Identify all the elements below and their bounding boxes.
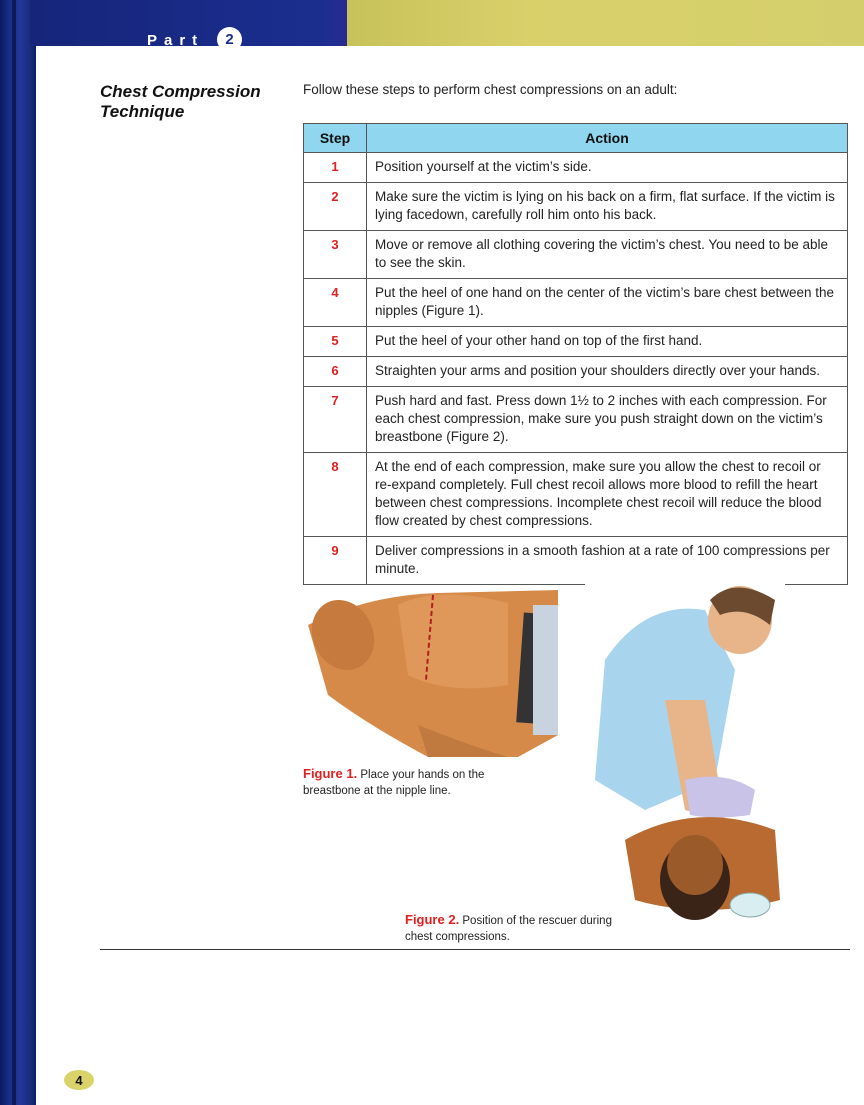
step-action: At the end of each compression, make sure you allow the chest to recoil or re-expand completely. Full chest recoil allows more blood to refill the heart between chest compressions. Incomplete chest recoil will reduce the blood flow created by chest compressions. xyxy=(367,453,848,537)
table-row xyxy=(304,453,848,537)
figure-1-label: Figure 1. xyxy=(303,766,358,781)
step-number: 1 xyxy=(304,153,367,183)
intro-text: Follow these steps to perform chest compressions on an adult: xyxy=(303,82,678,97)
step-action: Move or remove all clothing covering the victim’s chest. You need to be able to see the skin. xyxy=(367,231,848,279)
figure-1-text: Place your hands on the breastbone at the nipple line. xyxy=(303,769,485,797)
table-row xyxy=(304,537,848,585)
table-row xyxy=(304,183,848,231)
table-row xyxy=(304,357,848,387)
section-title: Chest Compression Technique xyxy=(100,82,261,121)
step-number: 4 xyxy=(304,279,367,327)
figure-2-label: Figure 2. xyxy=(405,912,460,927)
table-row xyxy=(304,279,848,327)
figure-1-caption xyxy=(303,766,523,799)
header-action: Action xyxy=(367,124,848,153)
page-number: 4 xyxy=(64,1070,94,1090)
step-number: 6 xyxy=(304,357,367,387)
part-label: Part xyxy=(147,32,205,49)
spine-edge xyxy=(12,0,16,1105)
step-action: Push hard and fast. Press down 1½ to 2 inches with each compression. For each chest compression, make sure you push straight down on the victim’s breastbone (Figure 2). xyxy=(367,387,848,453)
book-spine xyxy=(0,0,36,1105)
footer-rule xyxy=(100,949,850,950)
steps-table xyxy=(303,123,848,585)
table-row xyxy=(304,387,848,453)
header-step: Step xyxy=(304,124,367,153)
table-header-row xyxy=(304,124,848,153)
table-row xyxy=(304,231,848,279)
step-action: Put the heel of your other hand on top of the first hand. xyxy=(367,327,848,357)
figure-2-caption xyxy=(405,912,615,945)
step-number: 5 xyxy=(304,327,367,357)
step-action: Position yourself at the victim’s side. xyxy=(367,153,848,183)
table-row xyxy=(304,327,848,357)
step-action: Straighten your arms and position your shoulders directly over your hands. xyxy=(367,357,848,387)
step-action: Make sure the victim is lying on his back on a firm, flat surface. If the victim is lying facedown, carefully roll him onto his back. xyxy=(367,183,848,231)
part-number-badge: 2 xyxy=(217,27,242,52)
step-number: 3 xyxy=(304,231,367,279)
step-action: Put the heel of one hand on the center of the victim’s bare chest between the nipples (Figure 1). xyxy=(367,279,848,327)
figure-2-text: Position of the rescuer during chest compressions. xyxy=(405,915,612,943)
step-number: 7 xyxy=(304,387,367,453)
figure-1-illustration xyxy=(308,585,558,757)
step-number: 8 xyxy=(304,453,367,537)
figure-2-illustration xyxy=(585,580,785,930)
step-number: 9 xyxy=(304,537,367,585)
step-action: Deliver compressions in a smooth fashion at a rate of 100 compressions per minute. xyxy=(367,537,848,585)
table-row xyxy=(304,153,848,183)
step-number: 2 xyxy=(304,183,367,231)
